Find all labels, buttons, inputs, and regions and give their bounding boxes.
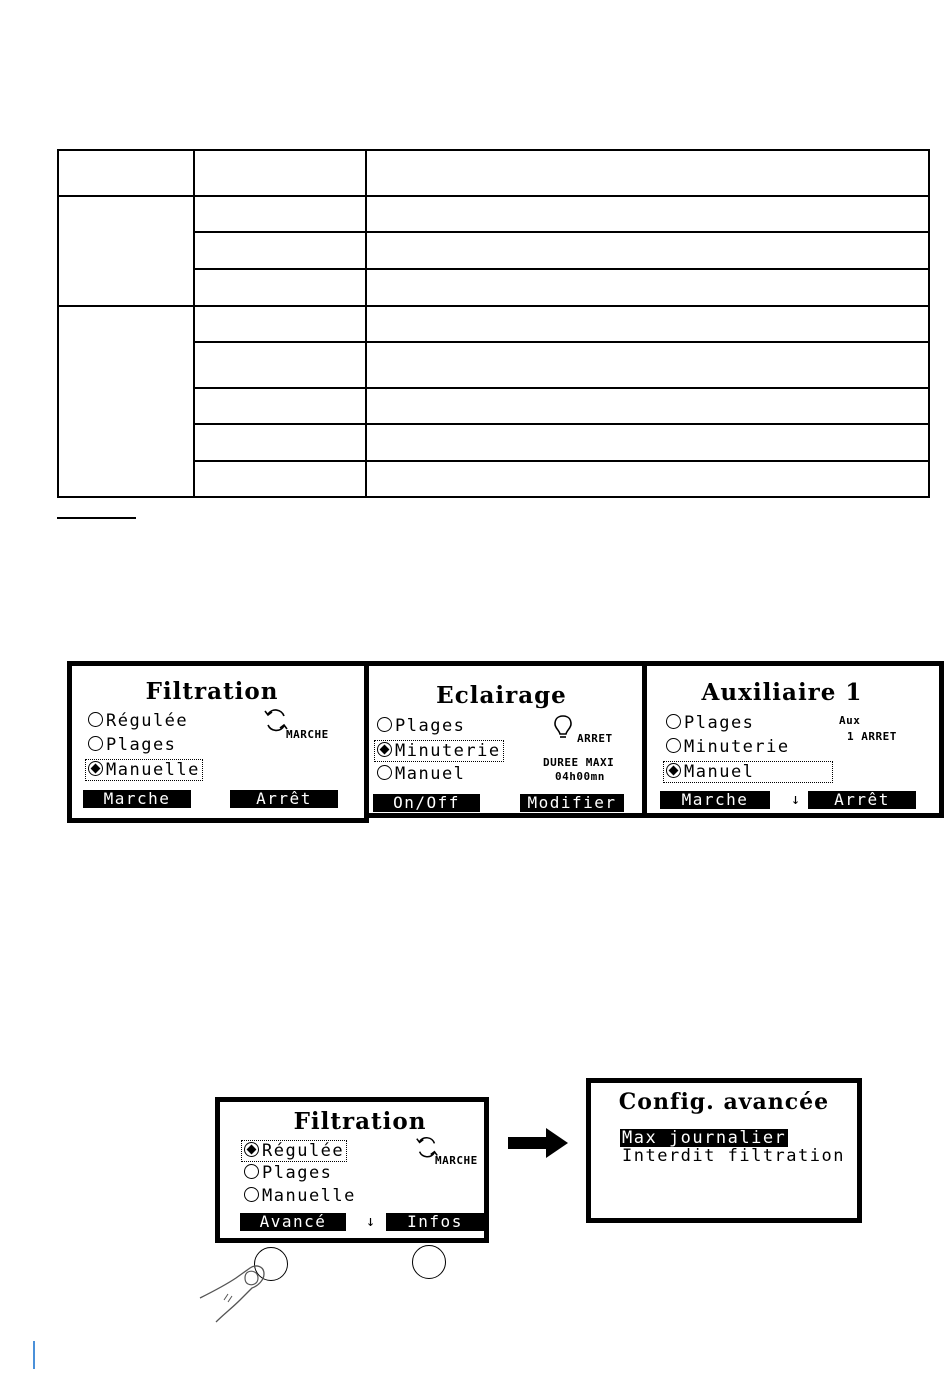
table-cell: [366, 424, 929, 461]
table-row: [58, 306, 929, 342]
radio-icon: [377, 765, 392, 780]
radio-option-manuel[interactable]: [377, 764, 465, 784]
page-marker: [33, 1341, 35, 1369]
screen-title: Config. avancée: [618, 1089, 830, 1115]
table-cell: [194, 232, 366, 269]
softkey-modifier[interactable]: Modifier: [520, 794, 624, 812]
aux-status: 1 ARRET: [847, 730, 897, 743]
option-label: Régulée: [106, 711, 189, 731]
filtration-advanced-screen: [215, 1097, 489, 1243]
table-group-cell: [58, 196, 194, 306]
softkey-avance[interactable]: Avancé: [240, 1213, 346, 1231]
duree-value: 04h00mn: [555, 770, 605, 783]
radio-selected-icon: [244, 1142, 259, 1157]
radio-option-plages[interactable]: [666, 713, 754, 733]
table-group-cell: [58, 306, 194, 497]
table-cell: [366, 269, 929, 306]
filtration-screen: [67, 661, 369, 823]
softkey-infos[interactable]: Infos: [386, 1213, 484, 1231]
radio-selected-icon: [666, 763, 681, 778]
radio-option-regulee[interactable]: [88, 711, 188, 731]
softkey-arret[interactable]: Arrêt: [230, 790, 338, 808]
radio-option-plages[interactable]: [244, 1163, 332, 1183]
radio-option-manuelle[interactable]: [85, 759, 203, 781]
status-text: MARCHE: [286, 728, 329, 741]
table-cell: [194, 342, 366, 388]
table-cell: [366, 232, 929, 269]
softkey-marche[interactable]: Marche: [660, 791, 770, 809]
screen-title: Filtration: [293, 1108, 427, 1135]
aux-label: Aux: [839, 714, 861, 727]
info-table: [57, 149, 930, 498]
menu-item-interdit-filtration[interactable]: Interdit filtration: [622, 1146, 845, 1166]
table-cell: [194, 150, 366, 196]
radio-selected-icon: [88, 761, 103, 776]
table-header-row: [58, 150, 929, 196]
eclairage-screen: [364, 661, 647, 818]
table-cell: [366, 196, 929, 232]
radio-icon: [244, 1187, 259, 1202]
down-arrow-icon: ↓: [791, 790, 801, 808]
table-row: [58, 196, 929, 232]
radio-icon: [88, 736, 103, 751]
radio-icon: [666, 738, 681, 753]
option-label: Plages: [106, 735, 177, 755]
finger-icon: [198, 1258, 278, 1328]
option-label: Minuterie: [684, 737, 790, 757]
note-underline: [57, 517, 136, 519]
table-cell: [366, 461, 929, 497]
screen-title: Filtration: [145, 678, 279, 705]
status-text: MARCHE: [435, 1154, 478, 1167]
option-label: Manuel: [684, 762, 755, 782]
table-cell: [58, 150, 194, 196]
duree-label: DUREE MAXI: [543, 756, 615, 769]
auxiliaire-screen: [642, 661, 944, 818]
softkey-arret[interactable]: Arrêt: [808, 791, 916, 809]
radio-option-minuterie[interactable]: [666, 737, 790, 757]
status-text: ARRET: [577, 732, 613, 745]
softkey-on-off[interactable]: On/Off: [373, 794, 480, 812]
table-cell: [194, 306, 366, 342]
softkey-marche[interactable]: Marche: [83, 790, 191, 808]
radio-icon: [377, 717, 392, 732]
option-label: Minuterie: [395, 741, 501, 761]
screen-title: Auxiliaire 1: [701, 679, 863, 706]
table-cell: [194, 388, 366, 424]
option-label: Manuelle: [262, 1186, 356, 1206]
table-cell: [366, 306, 929, 342]
radio-icon: [88, 712, 103, 727]
bulb-icon: [553, 714, 573, 742]
radio-icon: [666, 714, 681, 729]
table-cell: [194, 269, 366, 306]
right-arrow-icon: [508, 1128, 568, 1158]
radio-option-plages[interactable]: [88, 735, 176, 755]
radio-option-manuelle[interactable]: [244, 1186, 356, 1206]
table-cell: [194, 461, 366, 497]
button-circle-right: [412, 1245, 446, 1279]
screen-title: Eclairage: [436, 682, 567, 709]
radio-option-plages[interactable]: [377, 716, 465, 736]
table-cell: [194, 424, 366, 461]
table-cell: [366, 342, 929, 388]
config-screen: [586, 1078, 862, 1223]
option-label: Plages: [684, 713, 755, 733]
down-arrow-icon: ↓: [366, 1212, 376, 1230]
table-cell: [194, 196, 366, 232]
radio-option-minuterie[interactable]: [374, 740, 504, 762]
radio-selected-icon: [377, 742, 392, 757]
option-label: Plages: [262, 1163, 333, 1183]
option-label: Manuelle: [106, 760, 200, 780]
radio-option-regulee[interactable]: [241, 1140, 347, 1162]
table-cell: [366, 388, 929, 424]
table-cell: [366, 150, 929, 196]
option-label: Plages: [395, 716, 466, 736]
radio-option-manuel[interactable]: [663, 761, 833, 783]
option-label: Manuel: [395, 764, 466, 784]
radio-icon: [244, 1164, 259, 1179]
option-label: Régulée: [262, 1141, 345, 1161]
menu-item-max-journalier[interactable]: Max journalier: [622, 1128, 787, 1148]
